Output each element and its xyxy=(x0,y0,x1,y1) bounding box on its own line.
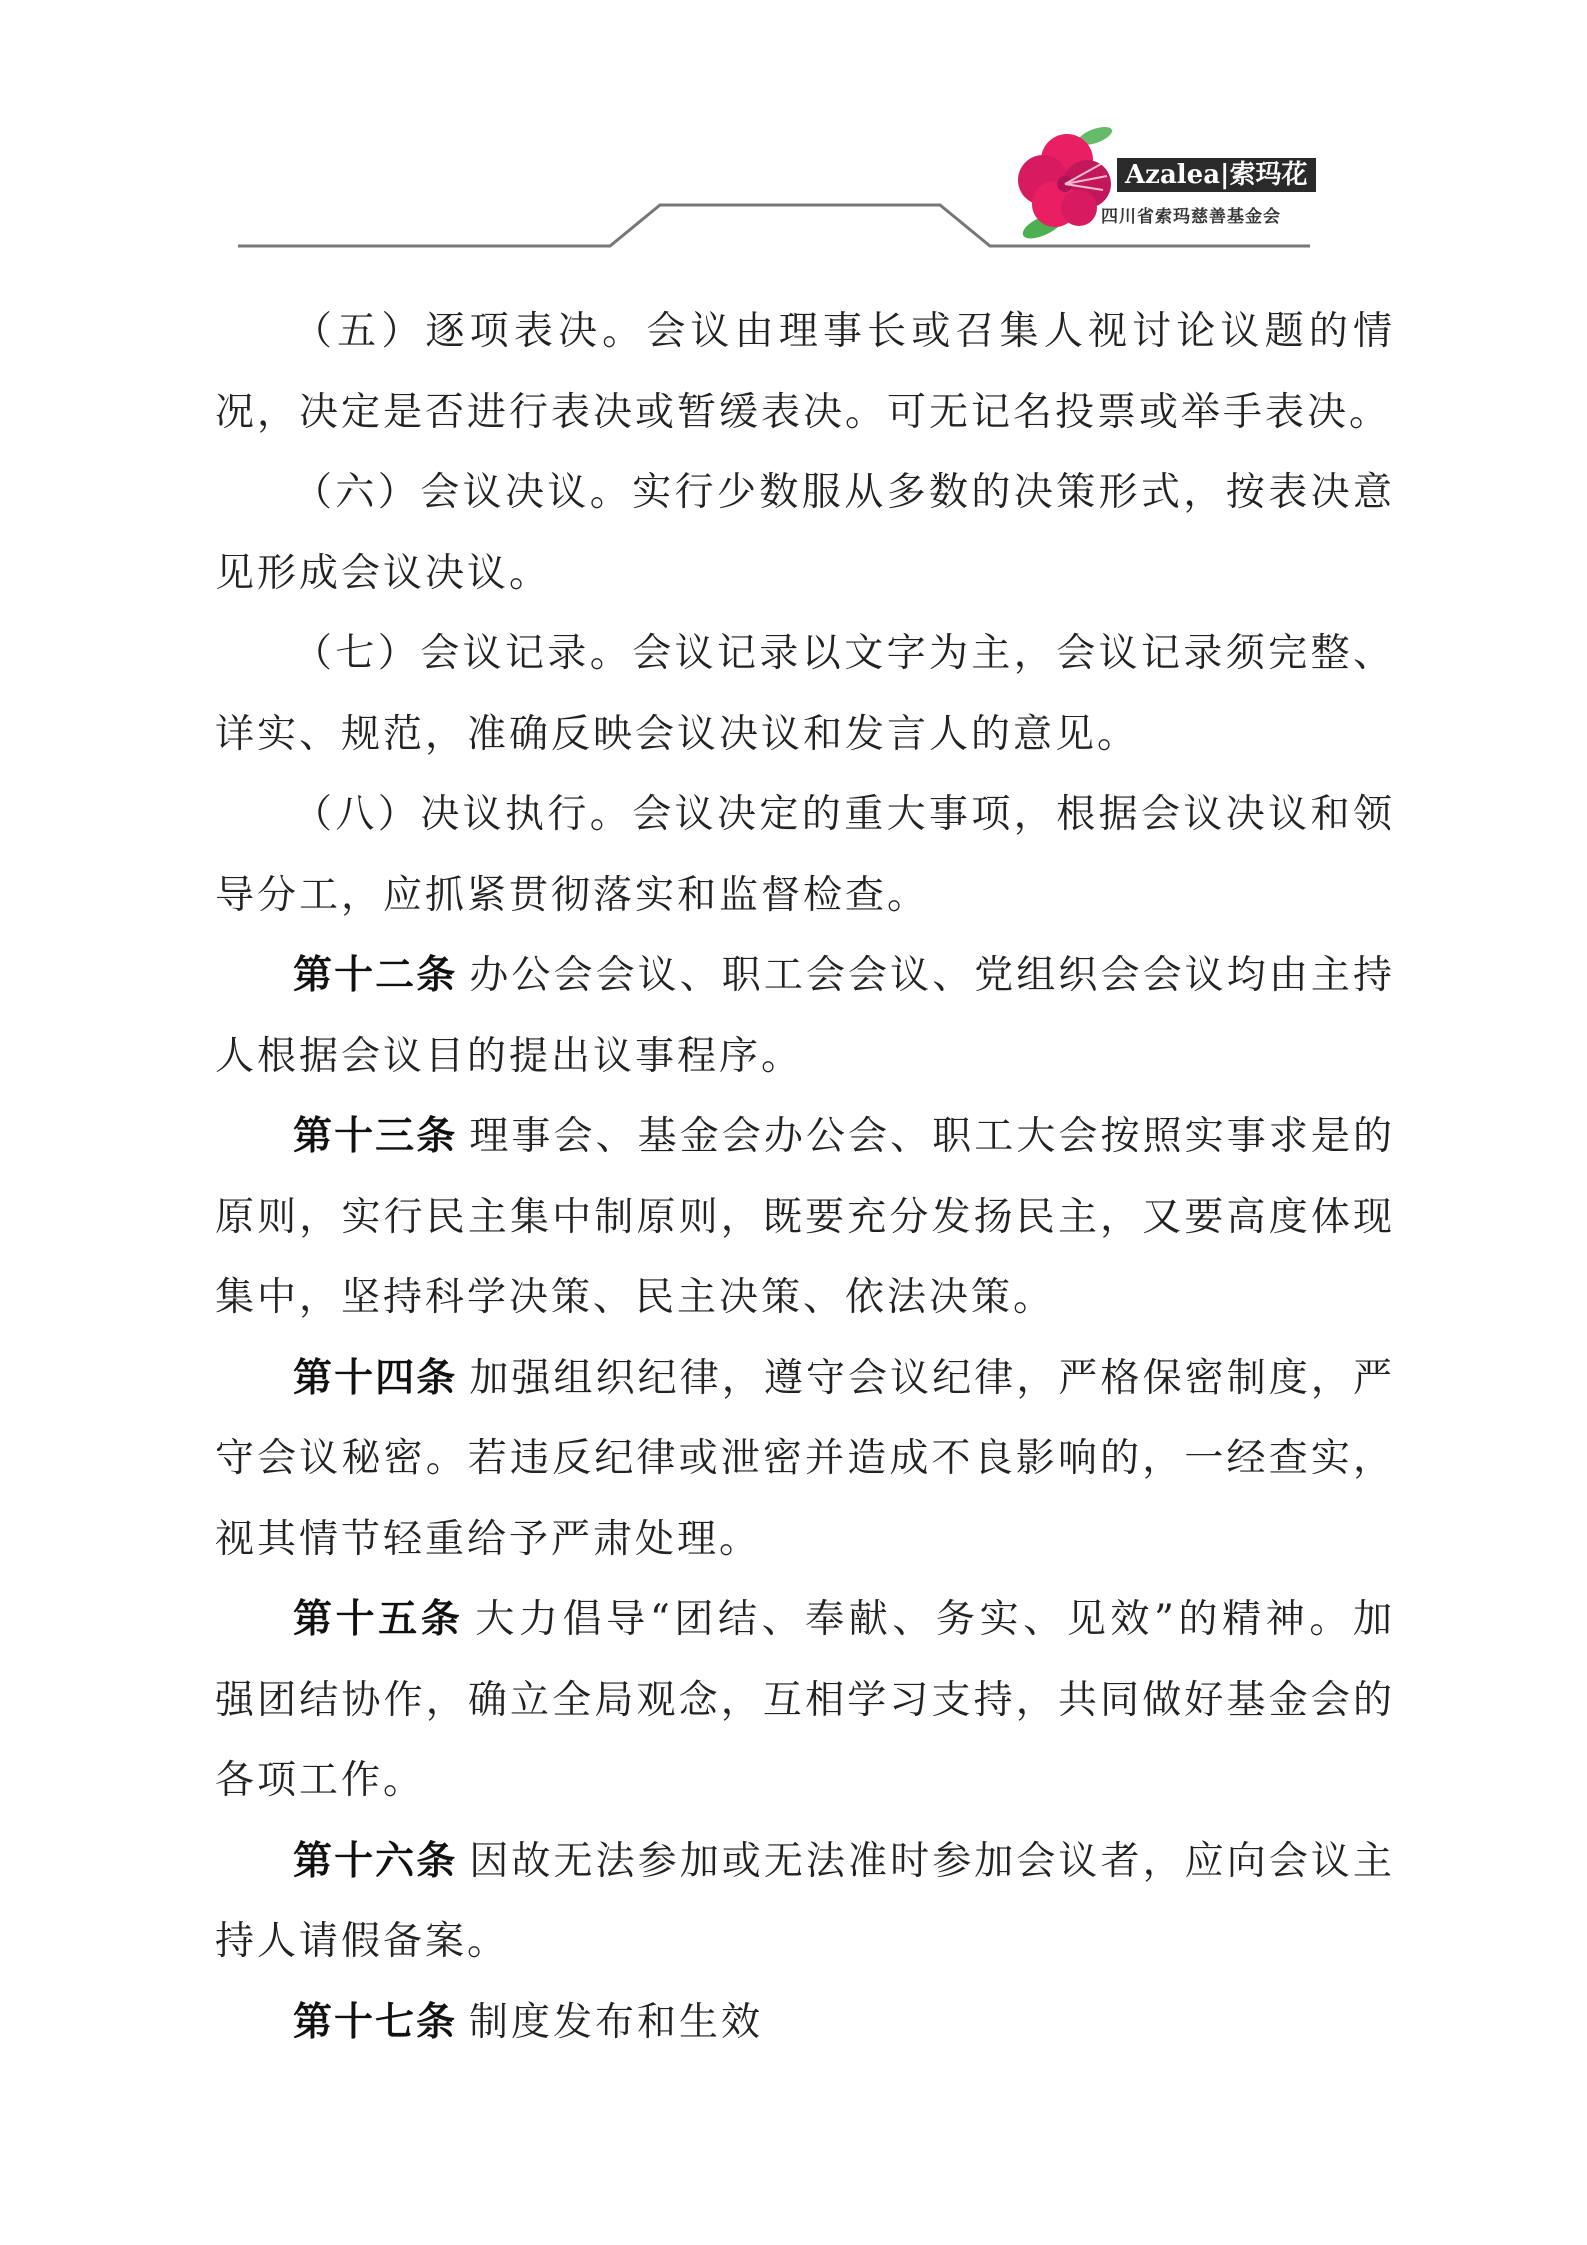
article-label: 第十四条 xyxy=(293,1355,458,1401)
article-label: 第十二条 xyxy=(293,953,458,998)
paragraph-item-5 xyxy=(215,292,1395,453)
article-16 xyxy=(215,1822,1395,1983)
document-body xyxy=(215,292,1395,2063)
logo-subtitle: 四川省索玛慈善基金会 xyxy=(1101,207,1281,227)
article-text: 制度发布和生效 xyxy=(469,1999,764,2045)
paragraph-text: （六）会议决议。实行少数服从多数的决策形式，按表决意见形成会议决议。 xyxy=(215,470,1395,596)
article-text: 理事会、基金会办公会、职工大会按照实事求是的原则，实行民主集中制原则，既要充分发扬民主，又要高度体现集中，坚持科学决策、民主决策、依法决策。 xyxy=(215,1114,1395,1320)
article-12 xyxy=(215,936,1395,1097)
article-label: 第十三条 xyxy=(293,1114,458,1159)
header-rule xyxy=(0,0,1587,260)
logo-brand-text: Azalea|索玛花 xyxy=(1117,158,1316,192)
paragraph-item-6 xyxy=(215,453,1395,614)
article-13 xyxy=(215,1097,1395,1339)
article-text: 大力倡导“团结、奉献、务实、见效”的精神。加强团结协作，确立全局观念，互相学习支持，共同做好基金会的各项工作。 xyxy=(215,1597,1395,1803)
paragraph-text: （七）会议记录。会议记录以文字为主，会议记录须完整、详实、规范，准确反映会议决议和发言人的意见。 xyxy=(215,631,1395,757)
article-label: 第十六条 xyxy=(293,1838,458,1884)
foundation-logo xyxy=(1005,118,1325,244)
article-15 xyxy=(215,1580,1395,1822)
paragraph-item-7 xyxy=(215,614,1395,775)
article-label: 第十五条 xyxy=(293,1597,464,1642)
article-text: 因故无法参加或无法准时参加会议者，应向会议主持人请假备案。 xyxy=(215,1838,1395,1964)
article-text: 加强组织纪律，遵守会议纪律，严格保密制度，严守会议秘密。若违反纪律或泄密并造成不良影响的，一经查实，视其情节轻重给予严肃处理。 xyxy=(215,1355,1395,1562)
paragraph-text: （五）逐项表决。会议由理事长或召集人视讨论议题的情况，决定是否进行表决或暂缓表决。可无记名投票或举手表决。 xyxy=(215,309,1395,435)
article-17 xyxy=(215,1983,1395,2064)
paragraph-item-8 xyxy=(215,775,1395,936)
article-text: 办公会会议、职工会会议、党组织会会议均由主持人根据会议目的提出议事程序。 xyxy=(215,953,1395,1079)
article-14 xyxy=(215,1339,1395,1581)
article-label: 第十七条 xyxy=(293,1999,458,2045)
paragraph-text: （八）决议执行。会议决定的重大事项，根据会议决议和领导分工，应抓紧贯彻落实和监督检查。 xyxy=(215,792,1395,918)
